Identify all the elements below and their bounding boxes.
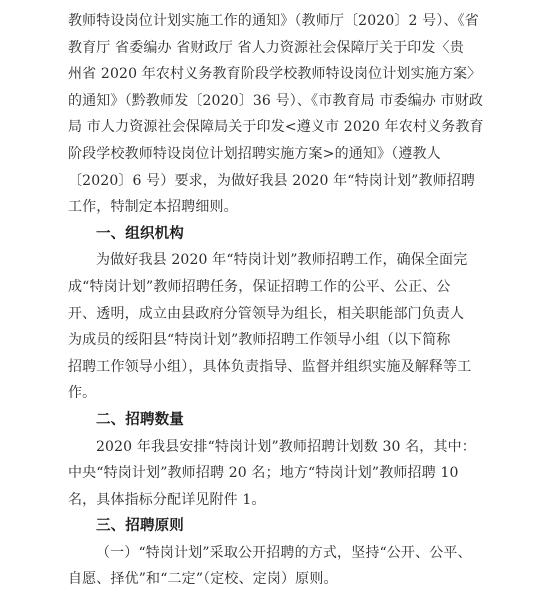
paragraph-first-line: （一）“特岗计划”采取公开招聘的方式，坚持“公开、公平、 <box>96 544 472 561</box>
paragraph-line: 局 市人力资源社会保障局关于印发<遵义市 2020 年农村义务教育 <box>68 119 484 136</box>
paragraph-line: 工作，特制定本招聘细则。 <box>68 199 238 216</box>
paragraph-line: 招聘工作领导小组），具体负责指导、监督并组织实施及解释等工 <box>68 358 472 375</box>
paragraph-line: 的通知》（黔教师发〔2020〕36 号）、《市教育局 市委编办 市财政 <box>68 92 484 109</box>
paragraph-line: 为成员的绥阳县“特岗计划”教师招聘工作领导小组（以下简称 <box>68 332 451 349</box>
paragraph-line: 州省 2020 年农村义务教育阶段学校教师特设岗位计划实施方案〉 <box>68 66 482 83</box>
paragraph-line: 教育厅 省委编办 省财政厅 省人力资源社会保障厅关于印发〈贵 <box>68 39 464 56</box>
paragraph-line: 开、透明，成立由县政府分管领导为组长，相关职能部门负责人 <box>68 305 465 322</box>
paragraph-line: 作。 <box>68 385 97 402</box>
paragraph-first-line: 为做好我县 2020 年“特岗计划”教师招聘工作，确保全面完 <box>96 252 468 269</box>
document-body <box>68 8 498 593</box>
section-heading: 三、招聘原则 <box>96 518 184 535</box>
paragraph-line: 中央“特岗计划”教师招聘 20 名；地方“特岗计划”教师招聘 10 <box>68 465 459 482</box>
paragraph-line: 教师特设岗位计划实施工作的通知》（教师厅〔2020〕2 号）、《省 <box>68 13 479 29</box>
paragraph-line: 名，具体指标分配详见附件 1。 <box>68 491 266 508</box>
paragraph-first-line: 2020 年我县安排“特岗计划”教师招聘计划数 30 名，其中： <box>96 438 476 455</box>
section-heading: 二、招聘数量 <box>96 411 184 428</box>
paragraph-line: 自愿、择优”和“二定”（定校、定岗）原则。 <box>68 571 338 588</box>
section-heading: 一、组织机构 <box>96 225 184 242</box>
paragraph-line: 〔2020〕6 号）要求，为做好我县 2020 年“特岗计划”教师招聘 <box>68 172 476 189</box>
paragraph-line: 阶段学校教师特设岗位计划招聘实施方案>的通知》（遵教人 <box>68 145 441 162</box>
paragraph-line: 成“特岗计划”教师招聘任务，保证招聘工作的公平、公正、公 <box>68 278 451 295</box>
